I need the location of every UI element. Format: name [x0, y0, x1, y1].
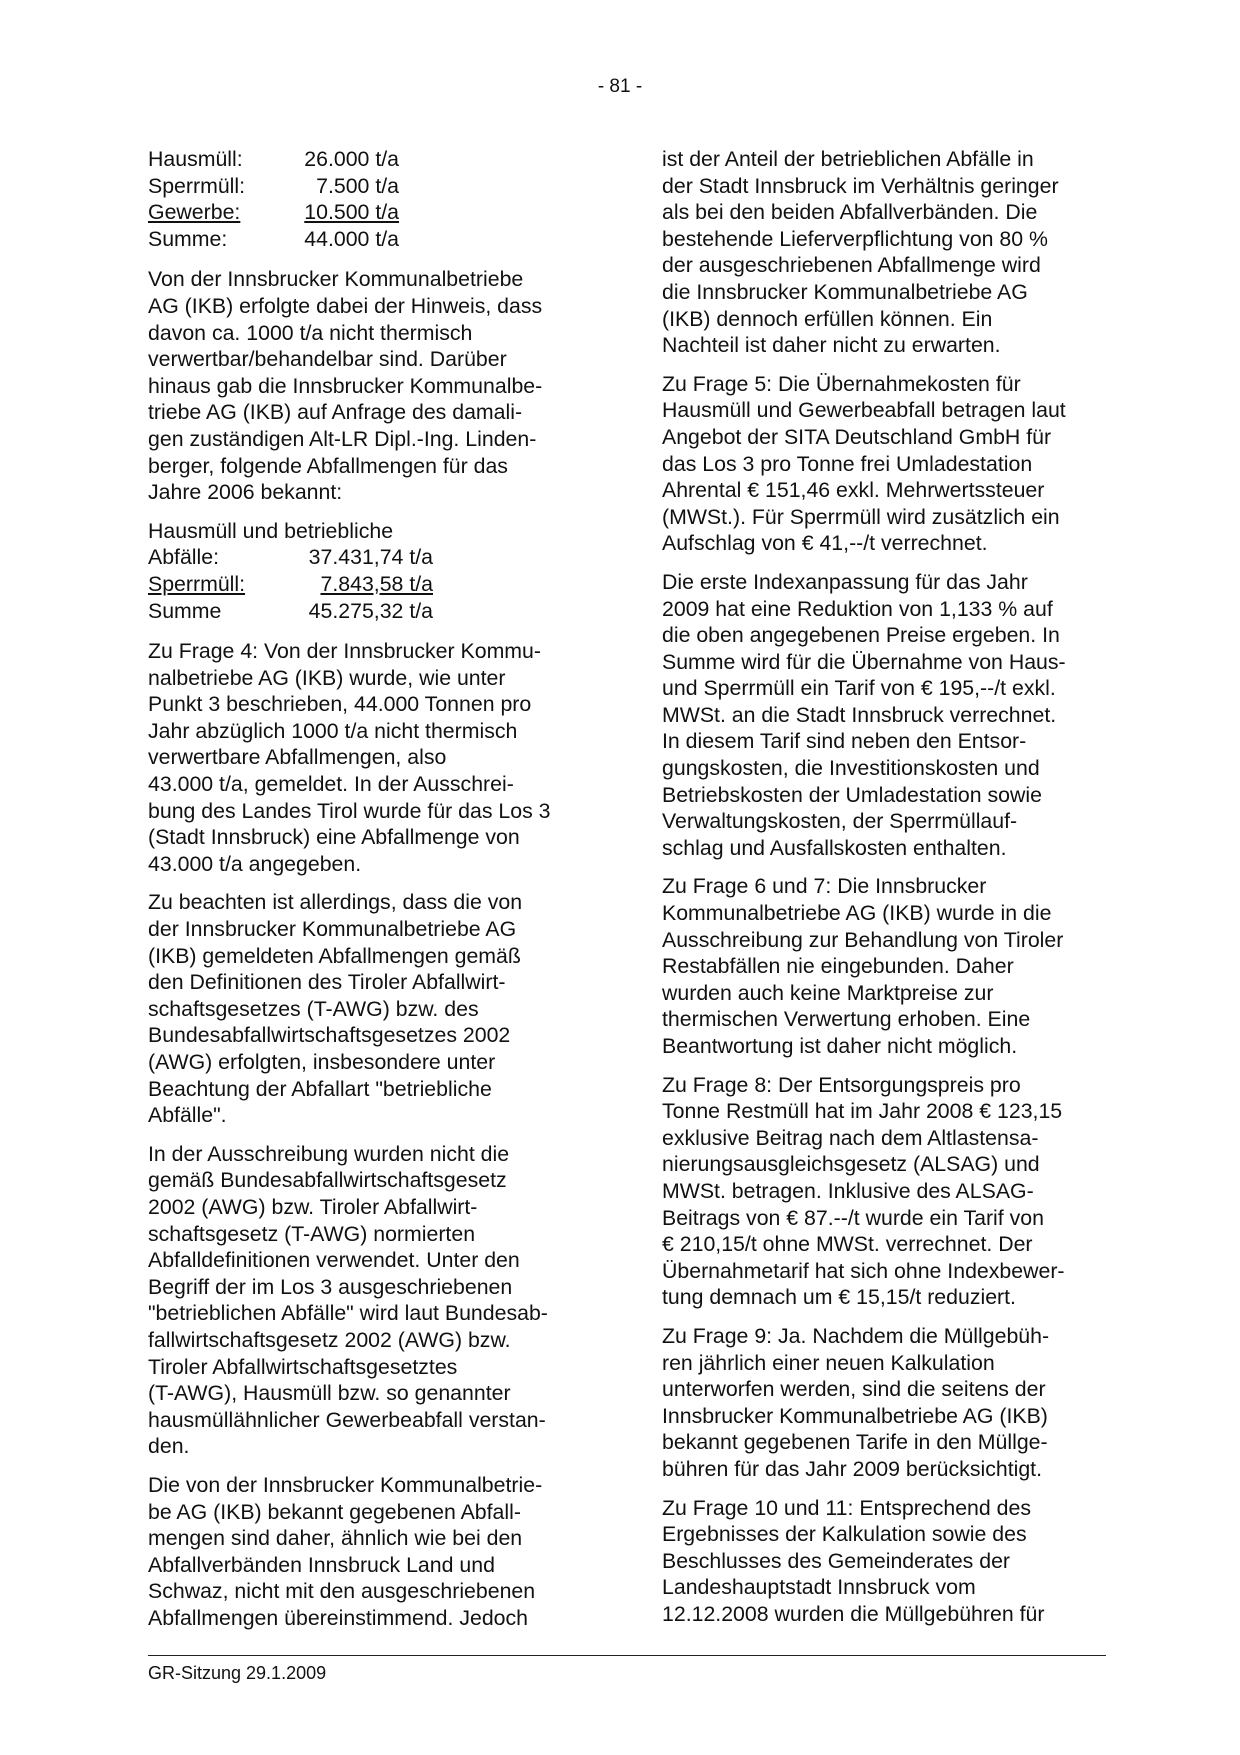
text-line: (T-AWG), Hausmüll bzw. so genannter — [148, 1381, 511, 1406]
paragraph-ikb-quantities — [148, 1472, 588, 1632]
paragraph-question-8 — [662, 1072, 1106, 1311]
text-line: Hausmüll und Gewerbeabfall betragen laut — [662, 398, 1066, 423]
row-value: 37.431,74 t/a — [308, 545, 433, 570]
text-line: (Stadt Innsbruck) eine Abfallmenge von — [148, 825, 520, 850]
table-heading: Hausmüll und betriebliche — [148, 518, 394, 543]
text-line: Zu beachten ist allerdings, dass die von — [148, 890, 523, 915]
text-line: davon ca. 1000 t/a nicht thermisch — [148, 320, 473, 345]
text-line: (MWSt.). Für Sperrmüll wird zusätzlich ein — [662, 504, 1060, 529]
row-label: Sperrmüll: — [148, 173, 246, 198]
text-line: Zu Frage 4: Von der Innsbrucker Kommu- — [148, 639, 541, 664]
text-line: der ausgeschriebenen Abfallmenge wird — [662, 253, 1041, 278]
table-row — [148, 544, 433, 571]
text-line: verwertbar/behandelbar sind. Darüber — [148, 347, 507, 372]
text-line: Tiroler Abfallwirtschaftsgesetztes — [148, 1354, 458, 1379]
text-line: AG (IKB) erfolgte dabei der Hinweis, dass — [148, 293, 543, 318]
paragraph-question-5 — [662, 371, 1106, 557]
left-column — [148, 146, 588, 1643]
text-line: Punkt 3 beschrieben, 44.000 Tonnen pro — [148, 692, 532, 717]
right-column — [662, 146, 1106, 1639]
text-line: Verwaltungskosten, der Sperrmüllauf- — [662, 809, 1018, 834]
text-line: Zu Frage 5: Die Übernahmekosten für — [662, 371, 1021, 396]
text-line: Tonne Restmüll hat im Jahr 2008 € 123,15 — [662, 1099, 1063, 1124]
paragraph-index-adjustment — [662, 569, 1106, 862]
text-line: Jahr abzüglich 1000 t/a nicht thermisch — [148, 718, 518, 743]
text-line: Kommunalbetriebe AG (IKB) wurde in die — [662, 901, 1052, 926]
text-line: Beitrags von € 87.--/t wurde ein Tarif von — [662, 1205, 1044, 1230]
waste-quantity-2006-table — [148, 544, 433, 624]
text-line: hausmüllähnlicher Gewerbeabfall verstan- — [148, 1407, 546, 1432]
paragraph-tender-definitions — [148, 1141, 588, 1460]
text-line: fallwirtschaftsgesetz 2002 (AWG) bzw. — [148, 1327, 511, 1352]
text-line: der Innsbrucker Kommunalbetriebe AG — [148, 917, 517, 942]
text-line: hinaus gab die Innsbrucker Kommunalbe- — [148, 373, 543, 398]
text-line: das Los 3 pro Tonne frei Umladestation — [662, 451, 1033, 476]
text-line: Nachteil ist daher nicht zu erwarten. — [662, 333, 1001, 358]
text-line: die Innsbrucker Kommunalbetriebe AG — [662, 279, 1028, 304]
row-value: 10.500 t/a — [304, 200, 399, 225]
text-line: Zu Frage 6 und 7: Die Innsbrucker — [662, 874, 987, 899]
text-line: Landeshauptstadt Innsbruck vom — [662, 1575, 976, 1600]
text-line: be AG (IKB) bekannt gegebenen Abfall- — [148, 1499, 521, 1524]
text-line: schlag und Ausfallskosten enthalten. — [662, 835, 1007, 860]
row-value: 7.500 t/a — [316, 173, 399, 198]
text-line: wurden auch keine Marktpreise zur — [662, 980, 994, 1005]
text-line: MWSt. an die Stadt Innsbruck verrechnet. — [662, 702, 1057, 727]
table-row — [148, 173, 399, 200]
text-line: € 210,15/t ohne MWSt. verrechnet. Der — [662, 1232, 1033, 1257]
text-line: Bundesabfallwirtschaftsgesetzes 2002 — [148, 1023, 511, 1048]
text-line: bung des Landes Tirol wurde für das Los 3 — [148, 798, 551, 823]
text-line: Von der Innsbrucker Kommunalbetriebe — [148, 267, 524, 292]
row-label: Gewerbe: — [148, 200, 241, 225]
paragraph-question-10-11 — [662, 1495, 1106, 1628]
text-line: mengen sind daher, ähnlich wie bei den — [148, 1526, 523, 1551]
text-line: gungskosten, die Investitionskosten und — [662, 756, 1040, 781]
page-number: - 81 - — [597, 76, 643, 97]
row-label: Summe: — [148, 226, 228, 251]
text-line: Innsbrucker Kommunalbetriebe AG (IKB) — [662, 1403, 1048, 1428]
text-line: gen zuständigen Alt-LR Dipl.-Ing. Linden- — [148, 426, 537, 451]
text-line: unterworfen werden, sind die seitens der — [662, 1377, 1046, 1402]
text-line: (IKB) dennoch erfüllen können. Ein — [662, 306, 993, 331]
text-line: nalbetriebe AG (IKB) wurde, wie unter — [148, 665, 506, 690]
text-line: thermischen Verwertung erhoben. Eine — [662, 1007, 1031, 1032]
text-line: Ergebnisses der Kalkulation sowie des — [662, 1522, 1027, 1547]
text-line: Zu Frage 8: Der Entsorgungspreis pro — [662, 1072, 1021, 1097]
table-row — [148, 146, 399, 173]
paragraph-share-commercial-waste — [662, 146, 1106, 359]
text-line: Aufschlag von € 41,--/t verrechnet. — [662, 531, 988, 556]
text-line: Zu Frage 10 und 11: Entsprechend des — [662, 1495, 1031, 1520]
text-line: als bei den beiden Abfallverbänden. Die — [662, 200, 1038, 225]
table-row-total — [148, 598, 433, 625]
text-line: Abfallmengen übereinstimmend. Jedoch — [148, 1605, 529, 1630]
row-value: 44.000 t/a — [304, 226, 399, 251]
text-line: berger, folgende Abfallmengen für das — [148, 453, 508, 478]
text-line: Summe wird für die Übernahme von Haus- — [662, 649, 1066, 674]
text-line: nierungsausgleichsgesetz (ALSAG) und — [662, 1152, 1040, 1177]
text-line: tung demnach um € 15,15/t reduziert. — [662, 1285, 1016, 1310]
text-line: verwertbare Abfallmengen, also — [148, 745, 447, 770]
text-line: triebe AG (IKB) auf Anfrage des damali- — [148, 400, 523, 425]
text-line: In der Ausschreibung wurden nicht die — [148, 1141, 510, 1166]
text-line: Schwaz, nicht mit den ausgeschriebenen — [148, 1579, 536, 1604]
text-line: Zu Frage 9: Ja. Nachdem die Müllgebüh- — [662, 1323, 1050, 1348]
text-line: "betrieblichen Abfälle" wird laut Bundesab- — [148, 1301, 548, 1326]
text-line: 43.000 t/a angegeben. — [148, 851, 362, 876]
text-line: bekannt gegebenen Tarife in den Müllge- — [662, 1430, 1048, 1455]
text-line: Jahre 2006 bekannt: — [148, 480, 343, 505]
text-line: Abfälle". — [148, 1103, 227, 1128]
text-line: 43.000 t/a, gemeldet. In der Ausschrei- — [148, 772, 514, 797]
paragraph-ikb-notice — [148, 266, 588, 505]
text-line: ren jährlich einer neuen Kalkulation — [662, 1350, 995, 1375]
row-value: 26.000 t/a — [304, 147, 399, 171]
row-label: Summe — [148, 598, 222, 623]
row-value: 7.843,58 t/a — [320, 571, 433, 596]
text-line: Restabfällen nie eingebunden. Daher — [662, 954, 1014, 979]
text-line: die oben angegebenen Preise ergeben. In — [662, 623, 1060, 648]
text-line: ist der Anteil der betrieblichen Abfälle in — [662, 147, 1034, 171]
text-line: Beantwortung ist daher nicht möglich. — [662, 1034, 1018, 1058]
text-line: Übernahmetarif hat sich ohne Indexbewer- — [662, 1258, 1065, 1283]
text-line: Abfalldefinitionen verwendet. Unter den — [148, 1248, 520, 1273]
row-label: Hausmüll: — [148, 147, 243, 171]
paragraph-question-4 — [148, 638, 588, 877]
text-line: Beschlusses des Gemeinderates der — [662, 1548, 1011, 1573]
text-line: und Sperrmüll ein Tarif von € 195,--/t exkl. — [662, 676, 1056, 701]
text-line: Abfallverbänden Innsbruck Land und — [148, 1552, 495, 1577]
text-line: den. — [148, 1434, 190, 1459]
text-line: (AWG) erfolgten, insbesondere unter — [148, 1050, 496, 1074]
footer-meeting-date: GR-Sitzung 29.1.2009 — [148, 1663, 327, 1683]
paragraph-question-9 — [662, 1323, 1106, 1483]
table-row-total — [148, 226, 399, 253]
text-line: Die erste Indexanpassung für das Jahr — [662, 569, 1028, 594]
text-line: MWSt. betragen. Inklusive des ALSAG- — [662, 1178, 1034, 1203]
text-line: bühren für das Jahr 2009 berücksichtigt. — [662, 1456, 1043, 1481]
text-line: 2009 hat eine Reduktion von 1,133 % auf — [662, 596, 1053, 621]
paragraph-note — [148, 889, 588, 1128]
row-label: Sperrmüll: — [148, 571, 246, 596]
text-line: 2002 (AWG) bzw. Tiroler Abfallwirt- — [148, 1194, 478, 1219]
table-row — [148, 571, 433, 598]
table-row — [148, 199, 399, 226]
paragraph-question-6-7 — [662, 873, 1106, 1059]
text-line: den Definitionen des Tiroler Abfallwirt- — [148, 970, 506, 995]
text-line: Die von der Innsbrucker Kommunalbetrie- — [148, 1472, 543, 1497]
text-line: schaftsgesetz (T-AWG) normierten — [148, 1221, 476, 1246]
footer-divider — [148, 1655, 1106, 1656]
text-line: Betriebskosten der Umladestation sowie — [662, 782, 1042, 807]
text-line: bestehende Lieferverpflichtung von 80 % — [662, 226, 1048, 251]
text-line: In diesem Tarif sind neben den Entsor- — [662, 729, 1027, 754]
text-line: (IKB) gemeldeten Abfallmengen gemäß — [148, 943, 521, 968]
row-value: 45.275,32 t/a — [308, 598, 433, 623]
waste-quantity-table — [148, 146, 399, 252]
text-line: Angebot der SITA Deutschland GmbH für — [662, 424, 1052, 449]
row-label: Abfälle: — [148, 545, 220, 570]
text-line: der Stadt Innsbruck im Verhältnis geringer — [662, 173, 1059, 198]
text-line: Begriff der im Los 3 ausgeschriebenen — [148, 1274, 513, 1299]
text-line: gemäß Bundesabfallwirtschaftsgesetz — [148, 1168, 507, 1193]
text-line: Beachtung der Abfallart "betriebliche — [148, 1076, 492, 1101]
text-line: schaftsgesetzes (T-AWG) bzw. des — [148, 996, 479, 1021]
text-line: 12.12.2008 wurden die Müllgebühren für — [662, 1601, 1045, 1626]
text-line: Ahrental € 151,46 exkl. Mehrwertssteuer — [662, 478, 1045, 503]
text-line: Ausschreibung zur Behandlung von Tiroler — [662, 927, 1064, 952]
text-line: exklusive Beitrag nach dem Altlastensa- — [662, 1125, 1039, 1150]
